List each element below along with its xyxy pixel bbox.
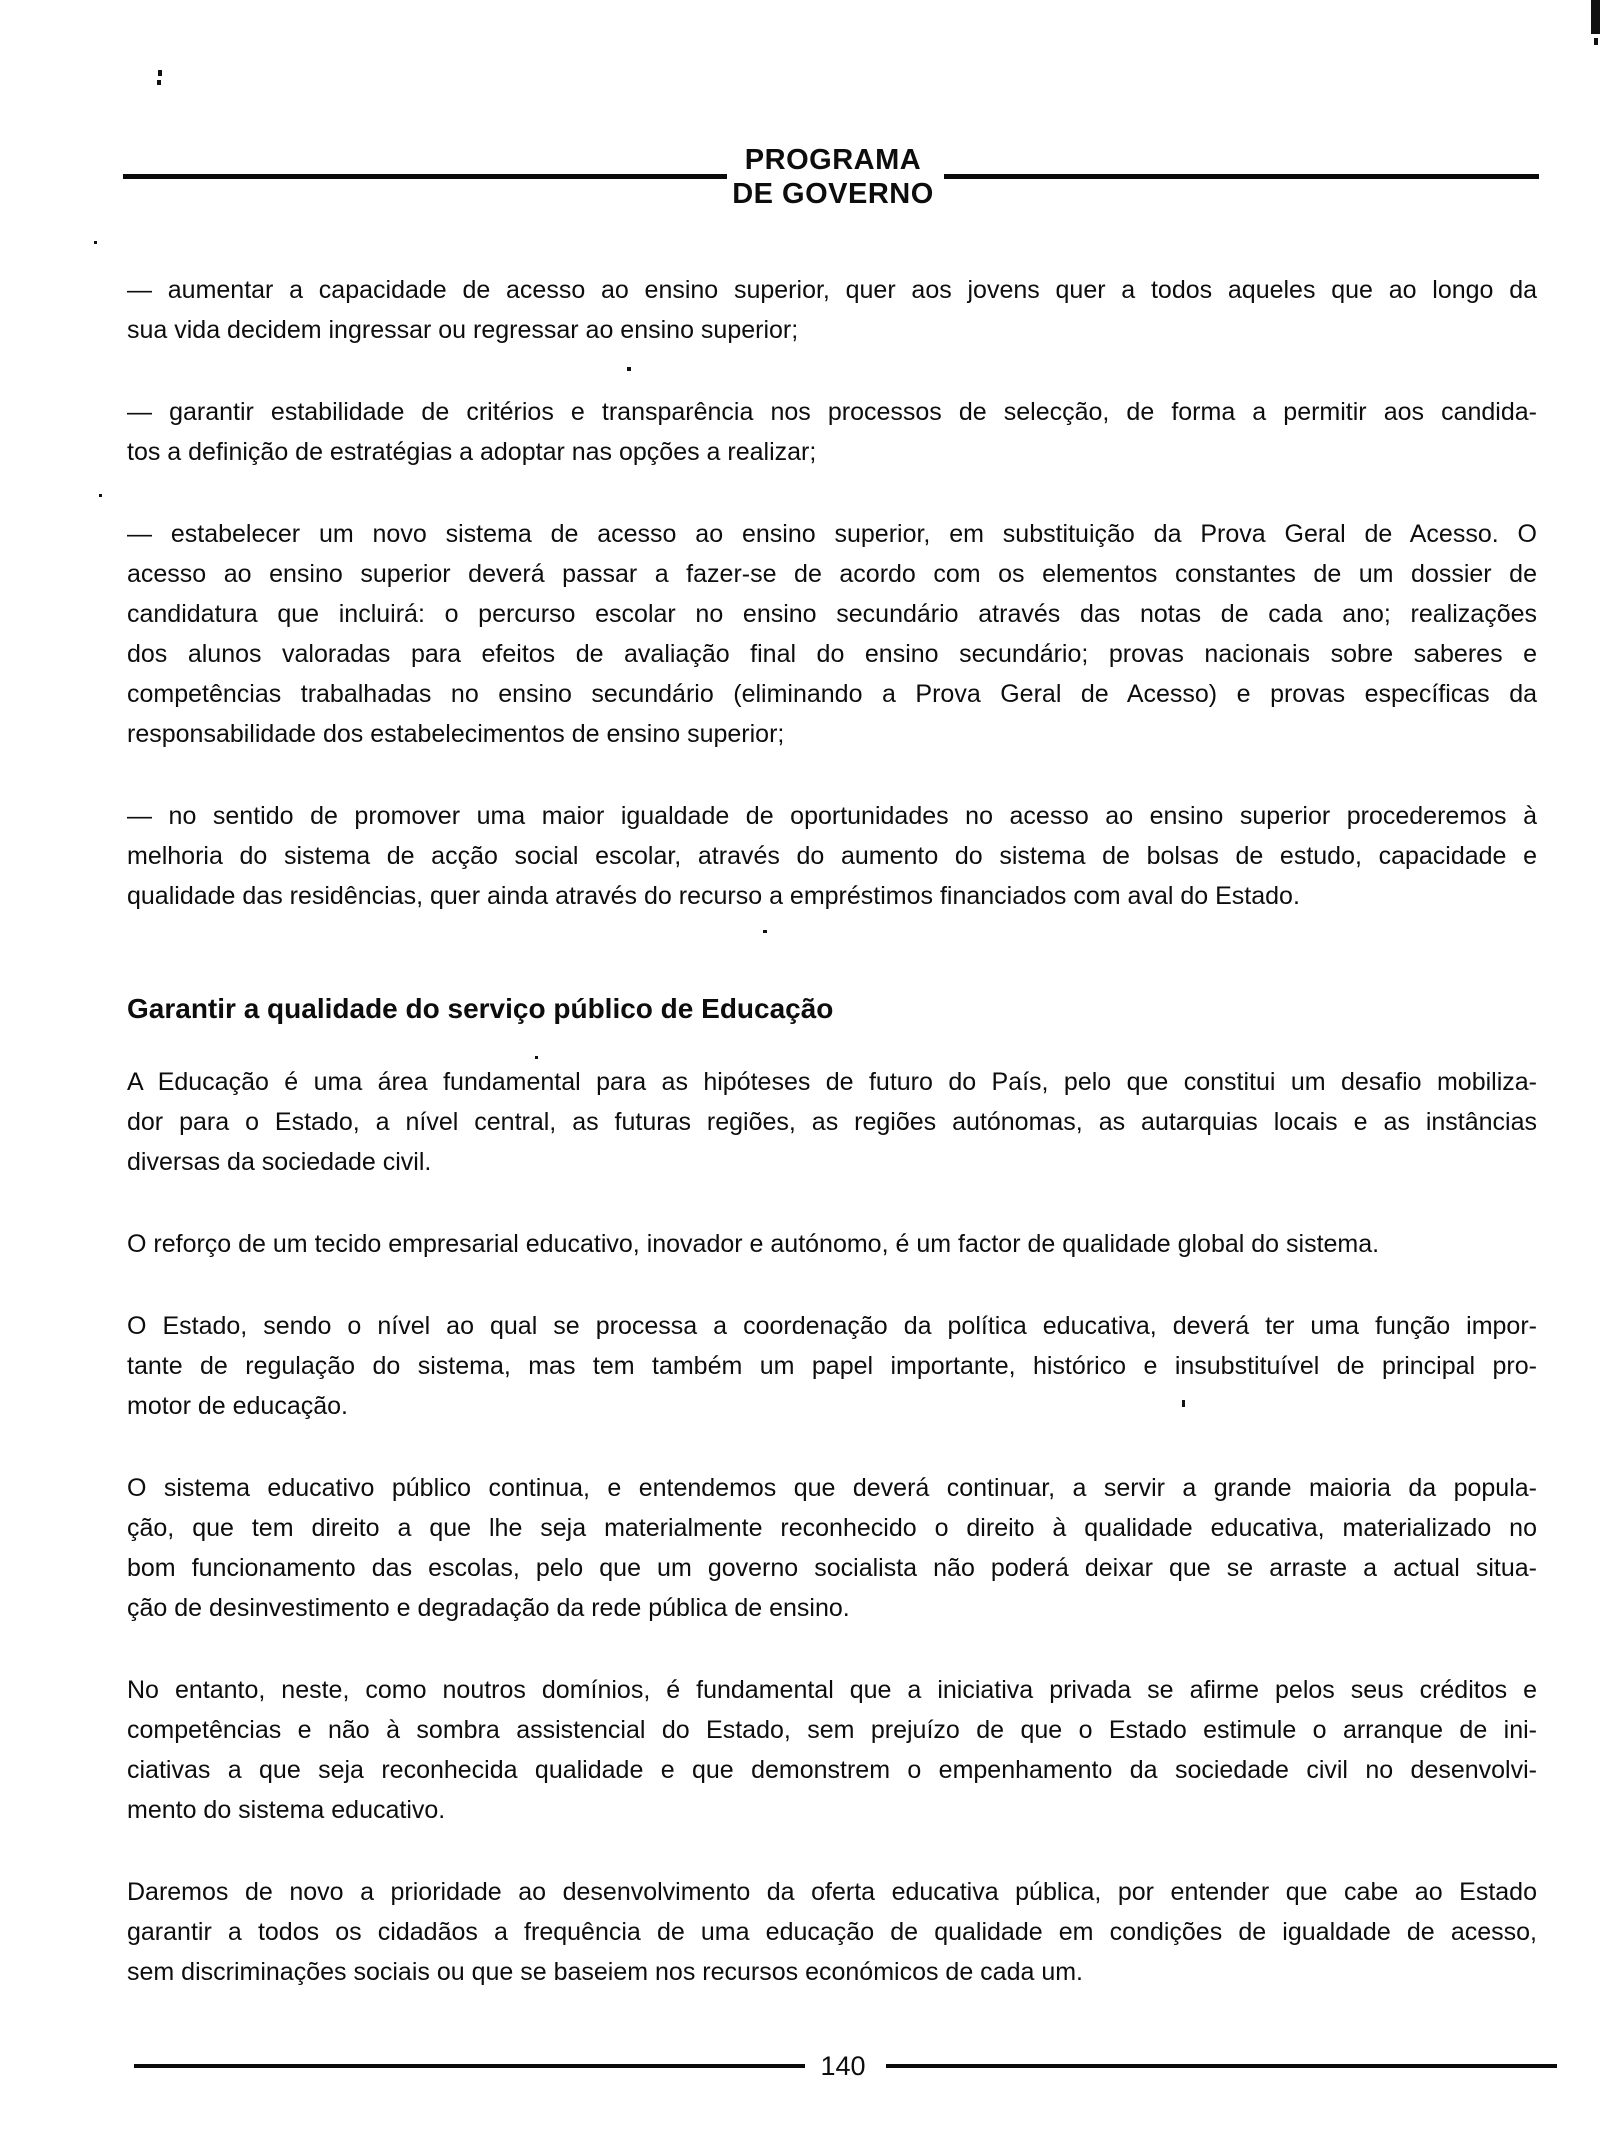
section-heading: Garantir a qualidade do serviço público de Educação	[127, 993, 834, 1024]
text-line: sua vida decidem ingressar ou regressar ao ensino superior;	[127, 316, 799, 344]
scan-artifact	[94, 241, 97, 244]
scan-artifact	[627, 367, 631, 371]
text-line: candidatura que incluirá: o percurso escolar no ensino secundário através das notas de cada ano; realizações	[127, 600, 1537, 628]
text-line: No entanto, neste, como noutros domínios, é fundamental que a iniciativa privada se afirme pelos seus créditos e	[127, 1676, 1537, 1704]
text-line: — garantir estabilidade de critérios e transparência nos processos de selecção, de forma a permitir aos candida-	[127, 398, 1537, 426]
paragraph-10	[127, 1670, 1537, 1830]
text-line: dor para o Estado, a nível central, as futuras regiões, as regiões autónomas, as autarquias locais e as instâncias	[127, 1108, 1537, 1136]
text-line: acesso ao ensino superior deverá passar a fazer-se de acordo com os elementos constantes de um dossier de	[127, 560, 1537, 588]
text-line: tante de regulação do sistema, mas tem também um papel importante, histórico e insubstituível de principal pro-	[127, 1352, 1537, 1380]
scan-artifact	[1591, 0, 1600, 34]
text-line: mento do sistema educativo.	[127, 1796, 446, 1824]
paragraph-2	[127, 392, 1537, 472]
text-line: — estabelecer um novo sistema de acesso ao ensino superior, em substituição da Prova Geral de Acesso. O	[127, 520, 1537, 548]
paragraph-6	[127, 1062, 1537, 1182]
scan-artifact	[158, 70, 162, 76]
text-line: ciativas a que seja reconhecida qualidade e que demonstrem o empenhamento da sociedade civil no desenvolvi-	[127, 1756, 1537, 1784]
paragraph-8	[127, 1306, 1537, 1426]
masthead-line-2: DE GOVERNO	[732, 178, 934, 210]
page-number: 140	[820, 2051, 866, 2081]
text-line: melhoria do sistema de acção social escolar, através do aumento do sistema de bolsas de estudo, capacidade e	[127, 842, 1537, 870]
scan-artifact	[763, 930, 767, 933]
text-line: O Estado, sendo o nível ao qual se processa a coordenação da política educativa, deverá ter uma função impor-	[127, 1312, 1537, 1340]
text-line: motor de educação.	[127, 1392, 348, 1420]
scan-artifact	[1594, 38, 1598, 45]
text-line: qualidade das residências, quer ainda através do recurso a empréstimos financiados com aval do Estado.	[127, 882, 1300, 910]
text-line: garantir a todos os cidadãos a frequência de uma educação de qualidade em condições de igualdade de acesso,	[127, 1918, 1537, 1946]
text-line: sem discriminações sociais ou que se baseiem nos recursos económicos de cada um.	[127, 1958, 1084, 1986]
paragraph-4	[127, 796, 1537, 916]
text-line: — aumentar a capacidade de acesso ao ensino superior, quer aos jovens quer a todos aqueles que ao longo da	[127, 276, 1537, 304]
document-body	[127, 270, 1537, 2034]
paragraph-1	[127, 270, 1537, 350]
text-line: O reforço de um tecido empresarial educativo, inovador e autónomo, é um factor de qualidade global do sistema.	[127, 1230, 1380, 1258]
text-line: diversas da sociedade civil.	[127, 1148, 432, 1176]
paragraph-9	[127, 1468, 1537, 1628]
text-line: ção de desinvestimento e degradação da rede pública de ensino.	[127, 1594, 850, 1622]
footer-rule-left	[134, 2064, 805, 2068]
text-line: ção, que tem direito a que lhe seja materialmente reconhecido o direito à qualidade educativa, materializado no	[127, 1514, 1537, 1542]
text-line: Daremos de novo a prioridade ao desenvolvimento da oferta educativa pública, por entender que cabe ao Estado	[127, 1878, 1537, 1906]
text-line: competências trabalhadas no ensino secundário (eliminando a Prova Geral de Acesso) e provas específicas da	[127, 680, 1537, 708]
text-line: competências e não à sombra assistencial do Estado, sem prejuízo de que o Estado estimule o arranque de ini-	[127, 1716, 1537, 1744]
paragraph-7	[127, 1224, 1537, 1264]
header-rule-right	[944, 174, 1539, 179]
scan-artifact	[535, 1056, 538, 1059]
text-line: — no sentido de promover uma maior igualdade de oportunidades no acesso ao ensino superior procederemos à	[127, 802, 1537, 830]
paragraph-11	[127, 1872, 1537, 1992]
paragraph-3	[127, 514, 1537, 754]
text-line: tos a definição de estratégias a adoptar nas opções a realizar;	[127, 438, 817, 466]
masthead-line-1: PROGRAMA	[744, 144, 922, 176]
scan-artifact	[157, 80, 161, 85]
text-line: dos alunos valoradas para efeitos de avaliação final do ensino secundário; provas nacionais sobre saberes e	[127, 640, 1537, 668]
header-rule-left	[123, 174, 727, 179]
text-line: responsabilidade dos estabelecimentos de ensino superior;	[127, 720, 785, 748]
text-line: bom funcionamento das escolas, pelo que um governo socialista não poderá deixar que se arraste a actual situa-	[127, 1554, 1537, 1582]
text-line: O sistema educativo público continua, e entendemos que deverá continuar, a servir a grande maioria da popula-	[127, 1474, 1537, 1502]
scan-artifact	[99, 494, 102, 497]
footer-rule-right	[886, 2064, 1557, 2068]
text-line: A Educação é uma área fundamental para as hipóteses de futuro do País, pelo que constitui um desafio mobiliza-	[127, 1068, 1537, 1096]
scan-artifact	[1182, 1400, 1185, 1407]
document-masthead	[732, 143, 934, 211]
